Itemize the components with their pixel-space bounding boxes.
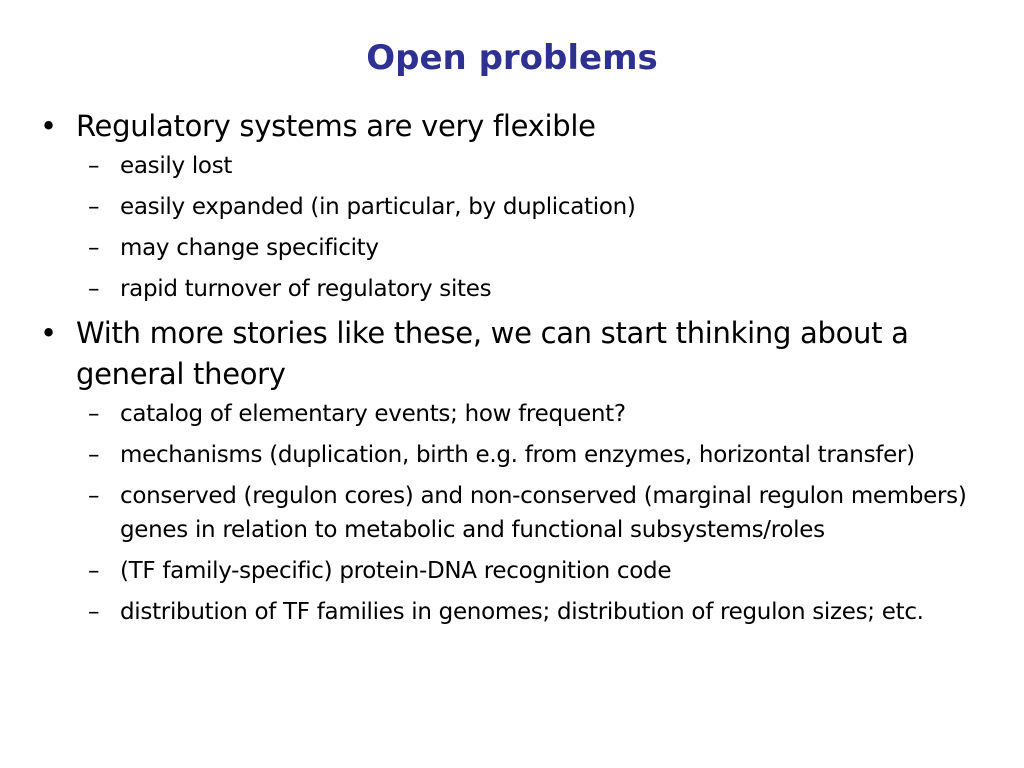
sub-bullet-marker: –: [88, 276, 100, 302]
sub-item: [40, 231, 1000, 265]
sub-bullet-marker: –: [88, 153, 100, 179]
sub-item: [40, 397, 1000, 431]
sub-item: [40, 149, 1000, 183]
sub-item-text: mechanisms (duplication, birth e.g. from enzymes, horizontal transfer): [120, 442, 915, 468]
sub-bullet-marker: –: [88, 401, 100, 427]
sub-bullet-marker: –: [88, 235, 100, 261]
sub-list: [40, 397, 1000, 629]
sub-bullet-marker: –: [88, 483, 100, 509]
sub-item-text: distribution of TF families in genomes; distribution of regulon sizes; etc.: [120, 599, 924, 625]
sub-item: [40, 190, 1000, 224]
sub-item-text: easily expanded (in particular, by duplication): [120, 194, 636, 220]
sub-item: [40, 479, 1000, 547]
bullet-marker: •: [40, 109, 57, 143]
sub-item: [40, 438, 1000, 472]
sub-item-text: may change specificity: [120, 235, 379, 261]
slide-body: [40, 106, 1000, 636]
sub-item: [40, 554, 1000, 588]
bullet-item: [40, 106, 1000, 147]
sub-item: [40, 272, 1000, 306]
sub-bullet-marker: –: [88, 599, 100, 625]
sub-item-text: easily lost: [120, 153, 233, 179]
sub-bullet-marker: –: [88, 558, 100, 584]
slide-title: Open problems: [366, 38, 658, 78]
bullet-item: [40, 313, 1000, 395]
sub-item-text: conserved (regulon cores) and non-conserved (marginal regulon members) genes in relation to metabolic and functional subsystems/roles: [120, 483, 967, 543]
sub-item: [40, 595, 1000, 629]
sub-bullet-marker: –: [88, 194, 100, 220]
sub-bullet-marker: –: [88, 442, 100, 468]
sub-list: [40, 149, 1000, 306]
sub-item-text: (TF family-specific) protein-DNA recognition code: [120, 558, 672, 584]
bullet-text: With more stories like these, we can start thinking about a general theory: [76, 316, 909, 391]
sub-item-text: catalog of elementary events; how frequent?: [120, 401, 626, 427]
bullet-text: Regulatory systems are very flexible: [76, 109, 596, 143]
sub-item-text: rapid turnover of regulatory sites: [120, 276, 492, 302]
bullet-marker: •: [40, 316, 57, 350]
